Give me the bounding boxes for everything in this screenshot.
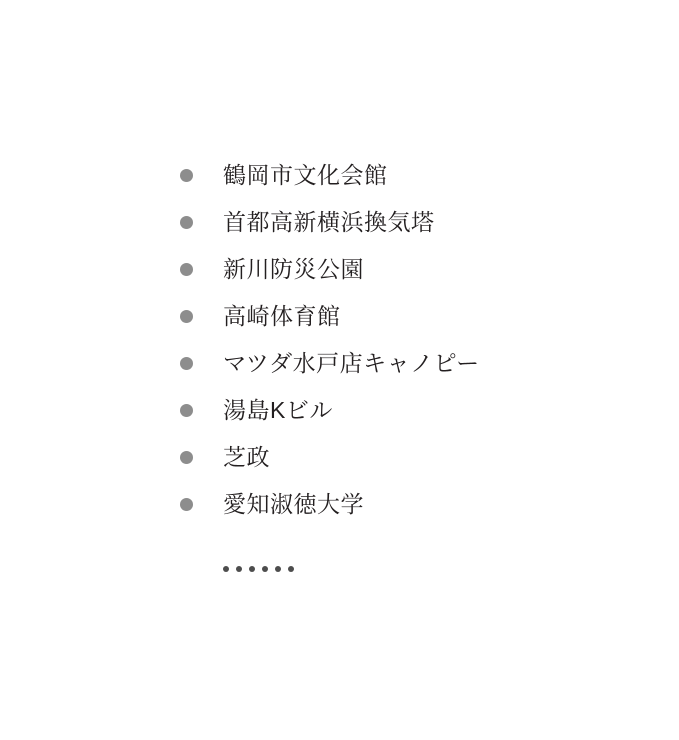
bullet-icon <box>180 216 193 229</box>
bullet-icon <box>180 498 193 511</box>
list-item-label: マツダ水戸店キャノピー <box>223 349 480 376</box>
list-item-label: 高崎体育館 <box>223 302 341 329</box>
bullet-icon <box>180 451 193 464</box>
list-continuation <box>180 545 650 592</box>
bullet-icon <box>180 169 193 182</box>
list-item <box>180 340 650 387</box>
list-item-label: 新川防災公園 <box>223 255 364 282</box>
list-item <box>180 293 650 340</box>
list-item-label: 芝政 <box>223 443 270 470</box>
ellipsis-icon <box>223 566 294 572</box>
bullet-icon <box>180 263 193 276</box>
bullet-icon <box>180 357 193 370</box>
list-item <box>180 434 650 481</box>
bullet-icon <box>180 310 193 323</box>
list-item <box>180 387 650 434</box>
list-item <box>180 152 650 199</box>
list-item <box>180 481 650 528</box>
list-item-label: 首都高新横浜換気塔 <box>223 208 435 235</box>
bulleted-list <box>180 152 650 528</box>
list-item-label: 愛知淑徳大学 <box>223 490 364 517</box>
list-item <box>180 246 650 293</box>
bullet-icon <box>180 404 193 417</box>
list-item-label: 湯島Kビル <box>223 396 333 423</box>
list-item-label: 鶴岡市文化会館 <box>223 161 388 188</box>
list-item <box>180 199 650 246</box>
bulleted-list-container <box>180 152 650 592</box>
